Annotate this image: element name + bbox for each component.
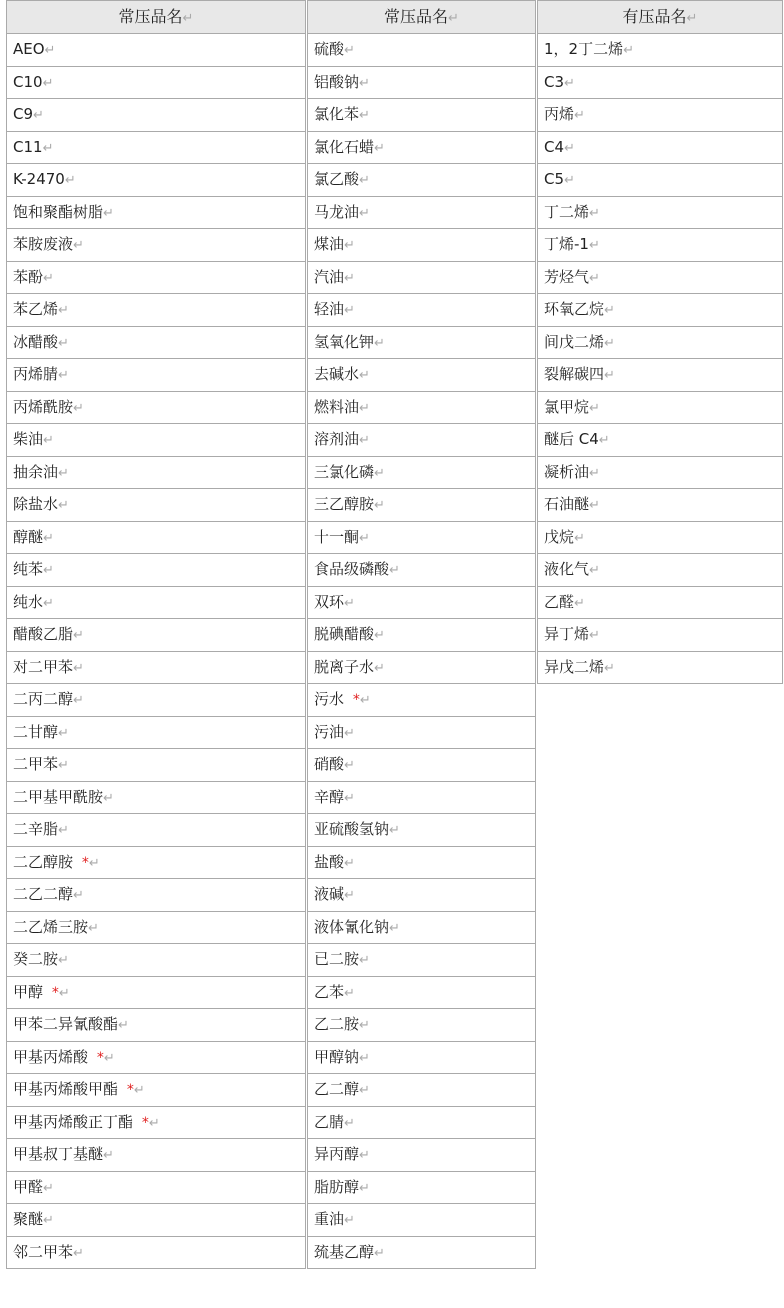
- table-cell: 已二胺↵: [307, 944, 536, 977]
- table-cell: C11↵: [6, 132, 306, 165]
- paragraph-mark-icon: ↵: [43, 563, 54, 578]
- table-cell: 二辛脂↵: [6, 814, 306, 847]
- paragraph-mark-icon: ↵: [359, 433, 370, 448]
- table-cell: 石油醚↵: [537, 489, 783, 522]
- table-cell: 轻油↵: [307, 294, 536, 327]
- paragraph-mark-icon: ↵: [103, 205, 114, 221]
- table-cell: 二甘醇↵: [6, 717, 306, 750]
- paragraph-mark-icon: ↵: [148, 1115, 160, 1131]
- table-cell: 煤油↵: [307, 229, 536, 262]
- paragraph-mark-icon: ↵: [73, 888, 84, 903]
- asterisk-mark: *: [344, 692, 360, 708]
- paragraph-mark-icon: ↵: [604, 303, 615, 318]
- paragraph-mark-icon: ↵: [344, 888, 355, 903]
- paragraph-mark-icon: ↵: [374, 628, 385, 643]
- table-cell: 饱和聚酯树脂↵: [6, 197, 306, 230]
- paragraph-mark-icon: ↵: [58, 953, 69, 968]
- paragraph-mark-icon: ↵: [43, 270, 54, 286]
- table-cell: 芳烃气↵: [537, 262, 783, 295]
- table-cell: 二乙二醇↵: [6, 879, 306, 912]
- table-cell: 巯基乙醇↵: [307, 1237, 536, 1270]
- table-cell: 双环↵: [307, 587, 536, 620]
- paragraph-mark-icon: ↵: [182, 11, 194, 26]
- paragraph-mark-icon: ↵: [374, 140, 385, 156]
- paragraph-mark-icon: ↵: [359, 205, 370, 221]
- paragraph-mark-icon: ↵: [359, 75, 370, 91]
- table-cell: 聚醚↵: [6, 1204, 306, 1237]
- paragraph-mark-icon: ↵: [73, 238, 84, 253]
- paragraph-mark-icon: ↵: [58, 303, 69, 318]
- paragraph-mark-icon: ↵: [133, 1083, 145, 1098]
- paragraph-mark-icon: ↵: [344, 725, 355, 741]
- table-cell: 抽余油↵: [6, 457, 306, 490]
- paragraph-mark-icon: ↵: [686, 11, 698, 26]
- table-cell: 硫酸↵: [307, 34, 536, 67]
- paragraph-mark-icon: ↵: [359, 1050, 370, 1066]
- table-cell: 甲醛↵: [6, 1172, 306, 1205]
- paragraph-mark-icon: ↵: [344, 595, 355, 611]
- table-cell: 对二甲苯↵: [6, 652, 306, 685]
- paragraph-mark-icon: ↵: [118, 1018, 129, 1033]
- table-cell: 除盐水↵: [6, 489, 306, 522]
- paragraph-mark-icon: ↵: [88, 855, 100, 871]
- table-cell: 纯苯↵: [6, 554, 306, 587]
- table-cell: 脱离子水↵: [307, 652, 536, 685]
- paragraph-mark-icon: ↵: [103, 790, 114, 806]
- table-cell: 氢氧化钾↵: [307, 327, 536, 360]
- table-cell: 乙苯↵: [307, 977, 536, 1010]
- paragraph-mark-icon: ↵: [359, 400, 370, 416]
- paragraph-mark-icon: ↵: [598, 433, 610, 448]
- paragraph-mark-icon: ↵: [42, 75, 54, 91]
- table-cell: 二甲苯↵: [6, 749, 306, 782]
- paragraph-mark-icon: ↵: [389, 920, 400, 936]
- table-cell: 污水 *↵: [307, 684, 536, 717]
- table-cell: 三氯化磷↵: [307, 457, 536, 490]
- paragraph-mark-icon: ↵: [374, 335, 385, 351]
- table-cell: 甲醇 *↵: [6, 977, 306, 1010]
- table-cell: 二乙醇胺 *↵: [6, 847, 306, 880]
- table-cell: 异丙醇↵: [307, 1139, 536, 1172]
- table-cell: 乙醛↵: [537, 587, 783, 620]
- paragraph-mark-icon: ↵: [58, 498, 69, 513]
- table-cell: C9↵: [6, 99, 306, 132]
- paragraph-mark-icon: ↵: [564, 140, 575, 156]
- asterisk-mark: *: [118, 1082, 134, 1098]
- paragraph-mark-icon: ↵: [344, 855, 355, 871]
- table-cell: 氯乙酸↵: [307, 164, 536, 197]
- paragraph-mark-icon: ↵: [359, 173, 370, 188]
- paragraph-mark-icon: ↵: [344, 758, 355, 773]
- paragraph-mark-icon: ↵: [589, 465, 600, 481]
- paragraph-mark-icon: ↵: [589, 400, 600, 416]
- table-cell: 乙腈↵: [307, 1107, 536, 1140]
- table-cell: 重油↵: [307, 1204, 536, 1237]
- paragraph-mark-icon: ↵: [88, 920, 99, 936]
- column-3: [537, 0, 783, 684]
- column-2: [307, 0, 536, 1269]
- paragraph-mark-icon: ↵: [604, 335, 615, 351]
- paragraph-mark-icon: ↵: [589, 563, 600, 578]
- table-cell: 氯甲烷↵: [537, 392, 783, 425]
- paragraph-mark-icon: ↵: [103, 1050, 115, 1066]
- table-cell: 甲基叔丁基醚↵: [6, 1139, 306, 1172]
- table-cell: 苯乙烯↵: [6, 294, 306, 327]
- table-cell: 丁二烯↵: [537, 197, 783, 230]
- table-cell: 去碱水↵: [307, 359, 536, 392]
- paragraph-mark-icon: ↵: [58, 985, 70, 1001]
- table-cell: 冰醋酸↵: [6, 327, 306, 360]
- column-header: 常压品名↵: [307, 0, 536, 34]
- asterisk-mark: *: [133, 1114, 149, 1131]
- paragraph-mark-icon: ↵: [589, 628, 600, 643]
- paragraph-mark-icon: ↵: [359, 1018, 370, 1033]
- table-cell: AEO↵: [6, 34, 306, 67]
- table-cell: K-2470↵: [6, 164, 306, 197]
- column-header: 有压品名↵: [537, 0, 783, 34]
- table-cell: 亚硫酸氢钠↵: [307, 814, 536, 847]
- paragraph-mark-icon: ↵: [73, 400, 84, 416]
- table-cell: 脂肪醇↵: [307, 1172, 536, 1205]
- table-cell: 二乙烯三胺↵: [6, 912, 306, 945]
- paragraph-mark-icon: ↵: [588, 238, 600, 253]
- paragraph-mark-icon: ↵: [73, 1245, 84, 1261]
- paragraph-mark-icon: ↵: [73, 660, 84, 676]
- paragraph-mark-icon: ↵: [73, 693, 84, 708]
- table-cell: C5↵: [537, 164, 783, 197]
- table-cell: 丙烯酰胺↵: [6, 392, 306, 425]
- paragraph-mark-icon: ↵: [359, 953, 370, 968]
- paragraph-mark-icon: ↵: [359, 693, 371, 708]
- table-cell: 甲基丙烯酸正丁酯 *↵: [6, 1107, 306, 1140]
- paragraph-mark-icon: ↵: [103, 1148, 114, 1163]
- table-cell: 1，2丁二烯↵: [537, 34, 783, 67]
- paragraph-mark-icon: ↵: [58, 465, 69, 481]
- paragraph-mark-icon: ↵: [604, 660, 615, 676]
- paragraph-mark-icon: ↵: [33, 108, 44, 123]
- paragraph-mark-icon: ↵: [564, 173, 575, 188]
- paragraph-mark-icon: ↵: [389, 563, 400, 578]
- table-cell: 裂解碳四↵: [537, 359, 783, 392]
- paragraph-mark-icon: ↵: [344, 43, 355, 58]
- table-cell: 铝酸钠↵: [307, 67, 536, 100]
- paragraph-mark-icon: ↵: [374, 660, 385, 676]
- table-cell: 十一酮↵: [307, 522, 536, 555]
- paragraph-mark-icon: ↵: [359, 1180, 370, 1196]
- table-cell: 盐酸↵: [307, 847, 536, 880]
- table-cell: 三乙醇胺↵: [307, 489, 536, 522]
- table-cell: 乙二醇↵: [307, 1074, 536, 1107]
- paragraph-mark-icon: ↵: [374, 498, 385, 513]
- table-cell: 溶剂油↵: [307, 424, 536, 457]
- table-cell: C4↵: [537, 132, 783, 165]
- paragraph-mark-icon: ↵: [344, 1115, 355, 1131]
- table-cell: 甲基丙烯酸甲酯 *↵: [6, 1074, 306, 1107]
- paragraph-mark-icon: ↵: [359, 530, 370, 546]
- table-cell: 甲基丙烯酸 *↵: [6, 1042, 306, 1075]
- paragraph-mark-icon: ↵: [344, 790, 355, 806]
- table-cell: 纯水↵: [6, 587, 306, 620]
- paragraph-mark-icon: ↵: [623, 43, 634, 58]
- paragraph-mark-icon: ↵: [64, 173, 76, 188]
- paragraph-mark-icon: ↵: [73, 628, 84, 643]
- table-cell: 醋酸乙脂↵: [6, 619, 306, 652]
- table-cell: 苯酚↵: [6, 262, 306, 295]
- table-cell: 异丁烯↵: [537, 619, 783, 652]
- table-cell: 醚后 C4↵: [537, 424, 783, 457]
- paragraph-mark-icon: ↵: [359, 368, 370, 383]
- table-cell: 燃料油↵: [307, 392, 536, 425]
- table-cell: 甲醇钠↵: [307, 1042, 536, 1075]
- table-cell: 马龙油↵: [307, 197, 536, 230]
- paragraph-mark-icon: ↵: [44, 43, 56, 58]
- table-cell: 脱碘醋酸↵: [307, 619, 536, 652]
- table-cell: 凝析油↵: [537, 457, 783, 490]
- paragraph-mark-icon: ↵: [359, 1083, 370, 1098]
- paragraph-mark-icon: ↵: [43, 1180, 54, 1196]
- table-cell: 苯胺废液↵: [6, 229, 306, 262]
- table-cell: 氯化苯↵: [307, 99, 536, 132]
- paragraph-mark-icon: ↵: [58, 368, 69, 383]
- paragraph-mark-icon: ↵: [344, 985, 355, 1001]
- column-header: 常压品名↵: [6, 0, 306, 34]
- paragraph-mark-icon: ↵: [574, 595, 585, 611]
- paragraph-mark-icon: ↵: [574, 108, 585, 123]
- paragraph-mark-icon: ↵: [564, 75, 575, 91]
- table-cell: 环氧乙烷↵: [537, 294, 783, 327]
- paragraph-mark-icon: ↵: [448, 11, 459, 26]
- paragraph-mark-icon: ↵: [589, 270, 600, 286]
- paragraph-mark-icon: ↵: [58, 823, 69, 838]
- table-cell: 丁烯-1↵: [537, 229, 783, 262]
- table-cell: 柴油↵: [6, 424, 306, 457]
- table-cell: 甲苯二异氰酸酯↵: [6, 1009, 306, 1042]
- table-cell: 污油↵: [307, 717, 536, 750]
- table-cell: C10↵: [6, 67, 306, 100]
- table-cell: 食品级磷酸↵: [307, 554, 536, 587]
- paragraph-mark-icon: ↵: [589, 498, 600, 513]
- paragraph-mark-icon: ↵: [604, 368, 615, 383]
- table-cell: 间戊二烯↵: [537, 327, 783, 360]
- paragraph-mark-icon: ↵: [374, 1245, 385, 1261]
- table-cell: 邻二甲苯↵: [6, 1237, 306, 1270]
- paragraph-mark-icon: ↵: [42, 140, 54, 156]
- paragraph-mark-icon: ↵: [589, 205, 600, 221]
- table-cell: 丙烯腈↵: [6, 359, 306, 392]
- table-cell: 异戊二烯↵: [537, 652, 783, 685]
- asterisk-mark: *: [88, 1049, 104, 1066]
- table-cell: 醇醚↵: [6, 522, 306, 555]
- table-cell: 硝酸↵: [307, 749, 536, 782]
- paragraph-mark-icon: ↵: [43, 1213, 54, 1228]
- table-cell: 二丙二醇↵: [6, 684, 306, 717]
- table-cell: 液碱↵: [307, 879, 536, 912]
- table-cell: 液体氰化钠↵: [307, 912, 536, 945]
- table-cell: 氯化石蜡↵: [307, 132, 536, 165]
- table-cell: 二甲基甲酰胺↵: [6, 782, 306, 815]
- paragraph-mark-icon: ↵: [359, 108, 370, 123]
- paragraph-mark-icon: ↵: [58, 335, 69, 351]
- paragraph-mark-icon: ↵: [389, 823, 400, 838]
- column-1: [6, 0, 306, 1269]
- paragraph-mark-icon: ↵: [58, 725, 69, 741]
- table-cell: C3↵: [537, 67, 783, 100]
- table-cell: 癸二胺↵: [6, 944, 306, 977]
- asterisk-mark: *: [43, 984, 59, 1001]
- paragraph-mark-icon: ↵: [574, 530, 585, 546]
- table-cell: 乙二胺↵: [307, 1009, 536, 1042]
- asterisk-mark: *: [73, 854, 89, 871]
- paragraph-mark-icon: ↵: [58, 758, 69, 773]
- paragraph-mark-icon: ↵: [43, 433, 54, 448]
- table-cell: 辛醇↵: [307, 782, 536, 815]
- paragraph-mark-icon: ↵: [43, 530, 54, 546]
- paragraph-mark-icon: ↵: [344, 238, 355, 253]
- table-cell: 丙烯↵: [537, 99, 783, 132]
- paragraph-mark-icon: ↵: [344, 270, 355, 286]
- paragraph-mark-icon: ↵: [374, 465, 385, 481]
- paragraph-mark-icon: ↵: [359, 1148, 370, 1163]
- table-cell: 汽油↵: [307, 262, 536, 295]
- paragraph-mark-icon: ↵: [344, 1213, 355, 1228]
- paragraph-mark-icon: ↵: [344, 303, 355, 318]
- paragraph-mark-icon: ↵: [43, 595, 54, 611]
- table-cell: 液化气↵: [537, 554, 783, 587]
- table-cell: 戊烷↵: [537, 522, 783, 555]
